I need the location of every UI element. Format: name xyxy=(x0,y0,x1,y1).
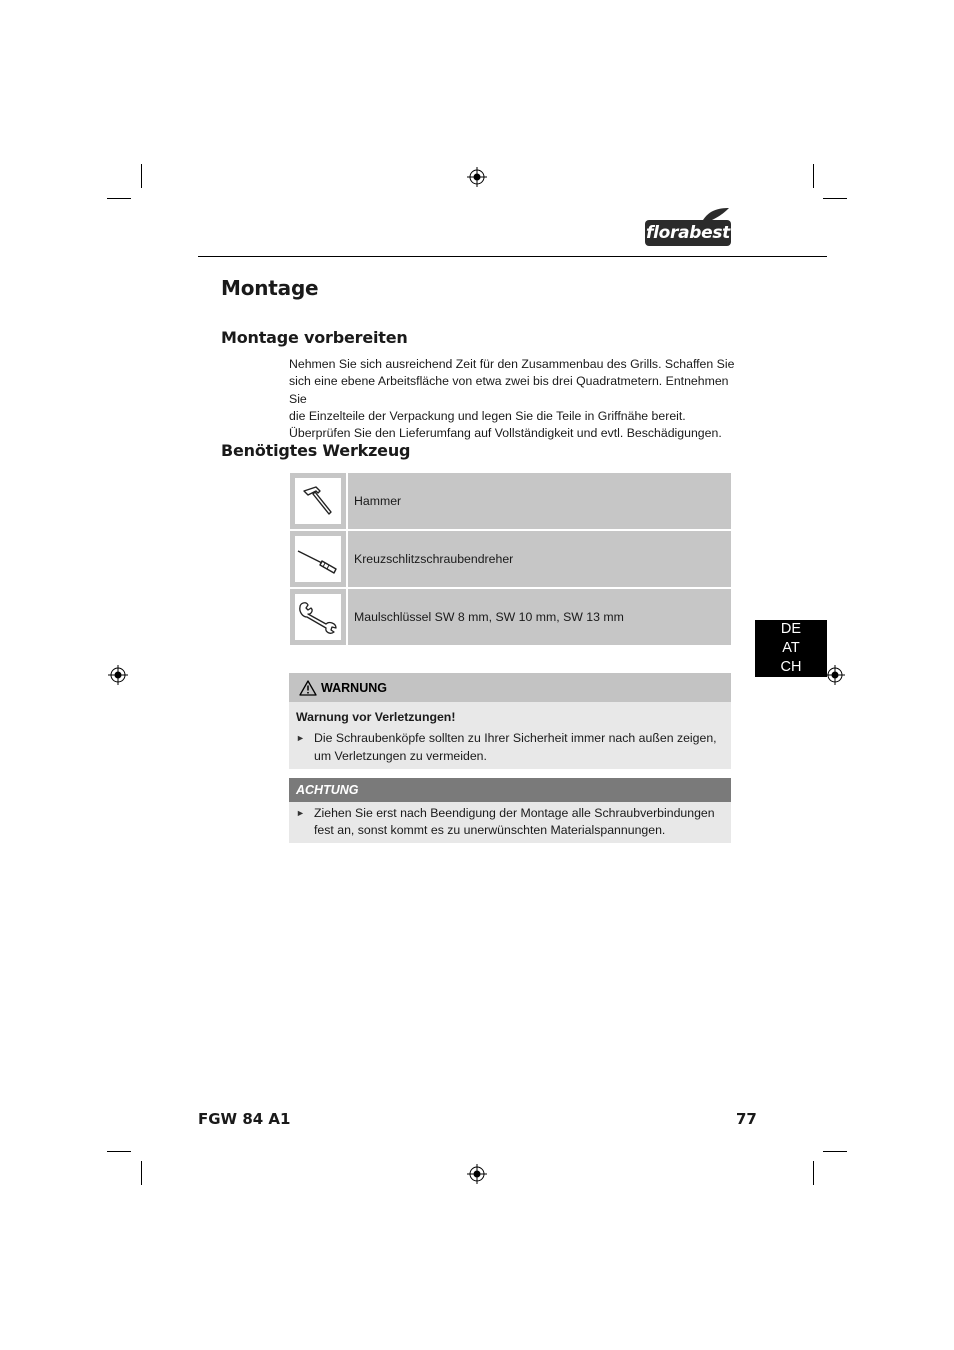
language-code: DE xyxy=(780,621,802,637)
crop-mark xyxy=(813,164,814,188)
language-code: AT xyxy=(782,640,800,656)
prepare-paragraph xyxy=(289,356,739,442)
tools-table xyxy=(290,473,731,647)
crop-mark xyxy=(823,1151,847,1152)
tool-label: Hammer xyxy=(348,473,731,529)
section-heading-prepare: Montage vorbereiten xyxy=(221,328,408,347)
table-row xyxy=(290,589,731,645)
paragraph-line: Überprüfen Sie den Lieferumfang auf Vollständigkeit und evtl. Beschädigungen. xyxy=(289,426,722,441)
list-item xyxy=(296,730,723,765)
hammer-icon xyxy=(298,481,338,521)
page-number: 77 xyxy=(736,1110,757,1128)
crop-mark xyxy=(107,1151,131,1152)
tool-label: Maulschlüssel SW 8 mm, SW 10 mm, SW 13 mm xyxy=(348,589,731,645)
crop-mark xyxy=(107,198,131,199)
bullet-line: Ziehen Sie erst nach Beendigung der Montage alle Schraubverbindungen xyxy=(314,806,715,820)
bullet-arrow-icon: ► xyxy=(296,808,305,818)
registration-mark-icon xyxy=(108,665,128,685)
attention-body xyxy=(289,802,731,843)
warning-box xyxy=(289,673,731,769)
model-number: FGW 84 A1 xyxy=(198,1110,291,1128)
warning-body xyxy=(289,702,731,769)
registration-mark-icon xyxy=(467,167,487,187)
bullet-line: fest an, sonst kommt es zu unerwünschten Materialspannungen. xyxy=(314,823,666,838)
crop-mark xyxy=(823,198,847,199)
crop-mark xyxy=(141,1161,142,1185)
language-code: CH xyxy=(780,659,802,675)
bullet-line: Die Schraubenköpfe sollten zu Ihrer Sicherheit immer nach außen zeigen, xyxy=(314,731,717,746)
logo-text: florabest xyxy=(645,220,731,246)
warning-subheading: Warnung vor Verletzungen! xyxy=(296,710,456,724)
section-heading-tools: Benötigtes Werkzeug xyxy=(221,441,411,460)
language-tab xyxy=(755,620,827,677)
wrench-icon xyxy=(296,597,340,637)
paragraph-line: Nehmen Sie sich ausreichend Zeit für den Zusammenbau des Grills. Schaffen Sie xyxy=(289,357,735,371)
warning-header xyxy=(289,673,731,702)
page-title: Montage xyxy=(221,276,319,300)
table-row xyxy=(290,531,731,587)
header-divider xyxy=(198,256,827,257)
registration-mark-icon xyxy=(467,1164,487,1184)
screwdriver-icon xyxy=(296,539,340,579)
registration-mark-icon xyxy=(825,665,845,685)
bullet-line: um Verletzungen zu vermeiden. xyxy=(314,748,487,763)
attention-box xyxy=(289,778,731,843)
tool-label: Kreuzschlitzschraubendreher xyxy=(348,531,731,587)
warning-label: WARNUNG xyxy=(321,680,387,695)
crop-mark xyxy=(813,1161,814,1185)
warning-triangle-icon xyxy=(299,680,317,696)
brand-logo xyxy=(645,206,733,246)
bullet-arrow-icon: ► xyxy=(296,733,305,744)
paragraph-line: sich eine ebene Arbeitsfläche von etwa zwei bis drei Quadratmetern. Entnehmen Sie xyxy=(289,374,729,406)
attention-header: ACHTUNG xyxy=(289,778,731,802)
table-row xyxy=(290,473,731,529)
paragraph-line: die Einzelteile der Verpackung und legen Sie die Teile in Griffnähe bereit. xyxy=(289,408,686,423)
crop-mark xyxy=(141,164,142,188)
list-item xyxy=(296,805,723,840)
